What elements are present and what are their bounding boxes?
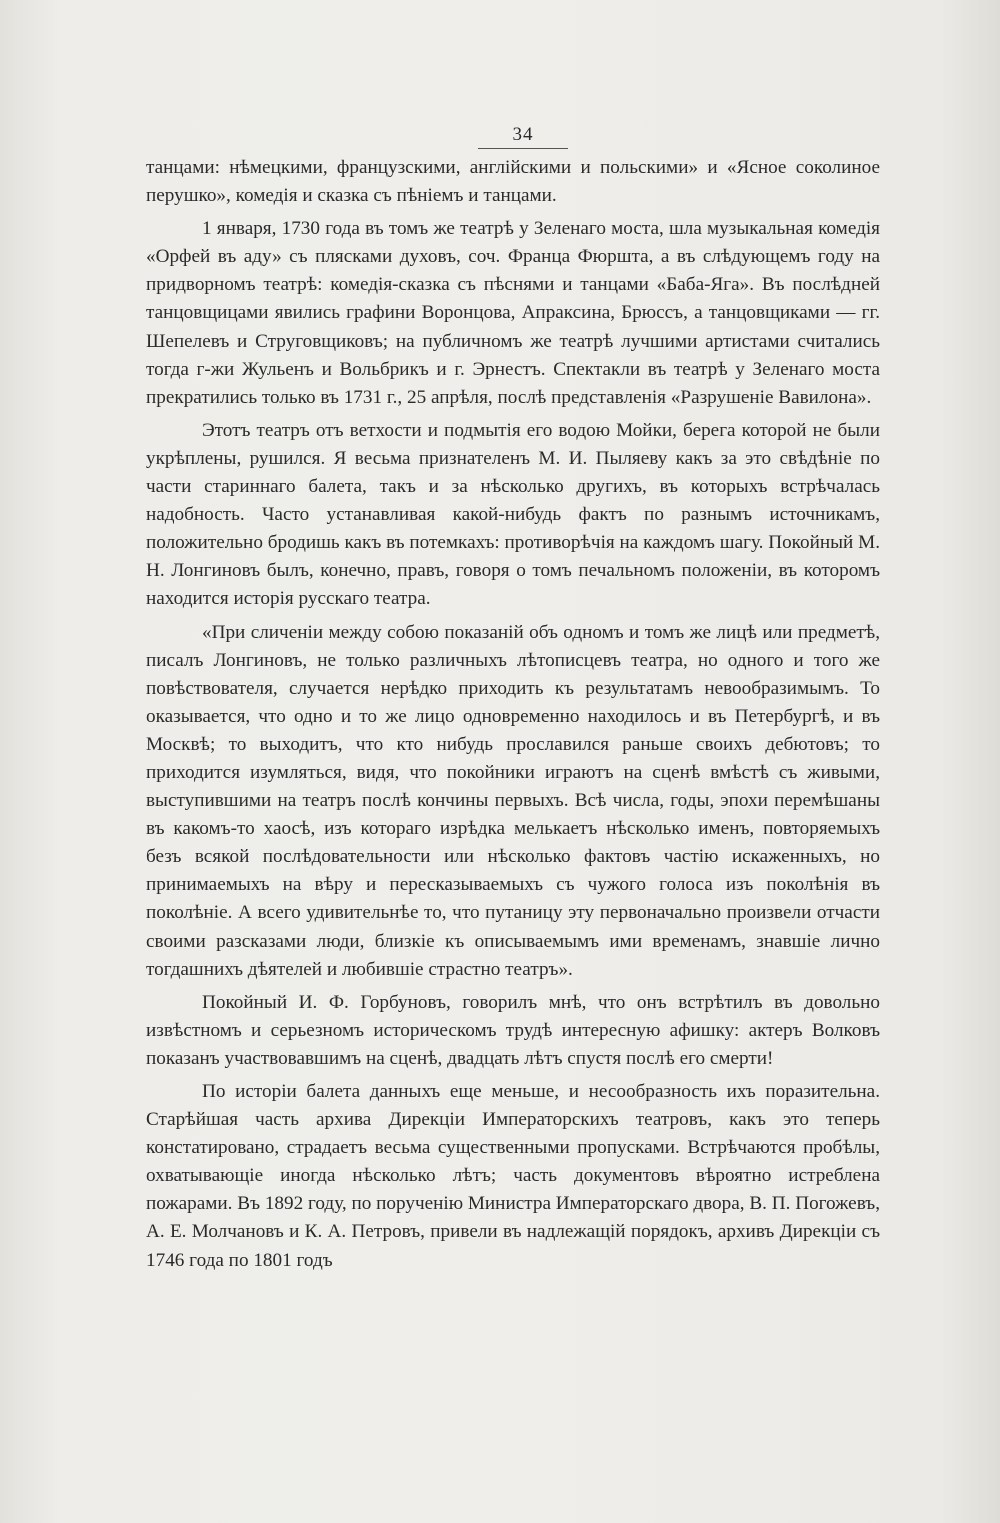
body-text	[146, 154, 880, 1280]
paragraph-continued: танцами: нѣмецкими, французскими, англійскими и польскими» и «Ясное соколиное перушко», комедія и сказка съ пѣніемъ и танцами.	[146, 157, 880, 207]
paragraph: По исторіи балета данныхъ еще меньше, и несообразность ихъ поразительна. Старѣйшая часть архива Дирекціи Императорскихъ театровъ, какъ это теперь констатировано, страдаетъ весьма существенными пропусками. Встрѣчаются пробѣлы, охватывающіе иногда нѣсколько лѣтъ; часть документовъ вѣроятно истреблена пожарами. Въ 1892 году, по порученію Министра Императорскаго двора, В. П. Погожевъ, А. Е. Молчановъ и К. А. Петровъ, привели въ надлежащій порядокъ, архивъ Дирекціи съ 1746 года по 1801 годъ	[146, 1081, 880, 1271]
paragraph-quotation: «При сличеніи между собою показаній объ одномъ и томъ же лицѣ или предметѣ, писалъ Лонгиновъ, не только различныхъ лѣтописцевъ театра, но одного и того же повѣствователя, случается нерѣдко приходить къ результатамъ невообразимымъ. То оказывается, что одно и то же лицо одновременно находилось и въ Петербургѣ, и въ Москвѣ; то выходитъ, что кто нибудь прославился раньше своихъ дебютовъ; то приходится изумляться, видя, что покойники играютъ на сценѣ вмѣстѣ съ живыми, выступившими на театръ послѣ кончины первыхъ. Всѣ числа, годы, эпохи перемѣшаны въ какомъ-то хаосѣ, изъ котораго изрѣдка мелькаетъ нѣсколько именъ, повторяемыхъ безъ всякой послѣдовательности или нѣсколько фактовъ частію искаженныхъ, но принимаемыхъ на вѣру и пересказываемыхъ съ чужого голоса изъ поколѣнія въ поколѣніе. А всего удивительнѣе то, что путаницу эту первоначально произвели отчасти своими разсказами люди, близкіе къ описываемымъ ими временамъ, знавшіе лично тогдашнихъ дѣятелей и любившіе страстно театръ».	[146, 621, 880, 980]
paragraph: 1 января, 1730 года въ томъ же театрѣ у Зеленаго моста, шла музыкальная комедія «Орфей въ аду» съ плясками духовъ, соч. Франца Фюршта, а въ слѣдующемъ году на придворномъ театрѣ: комедія-сказка съ пѣснями и танцами «Баба-Яга». Въ послѣдней танцовщицами явились графини Воронцова, Апраксина, Брюссъ, а танцовщиками — гг. Шепелевъ и Струговщиковъ; на публичномъ же театрѣ лучшими артистами считались тогда г-жи Жульенъ и Вольбрикъ и г. Эрнестъ. Спектакли въ театрѣ у Зеленаго моста прекратились только въ 1731 г., 25 апрѣля, послѣ представленія «Разрушеніе Вавилона».	[146, 218, 880, 408]
page-number: 34	[512, 124, 534, 145]
paragraph: Этотъ театръ отъ ветхости и подмытія его водою Мойки, берега которой не были укрѣплены, рушился. Я весьма признателенъ М. И. Пыляеву какъ за это свѣдѣніе по части стариннаго балета, такъ и за нѣсколько другихъ, въ которыхъ встрѣчалась надобность. Часто устанавливая какой-нибудь фактъ по разнымъ источникамъ, положительно бродишь какъ въ потемкахъ: противорѣчія на каждомъ шагу. Покойный М. Н. Лонгиновъ былъ, конечно, правъ, говоря о томъ печальномъ положеніи, въ которомъ находится исторія русскаго театра.	[146, 419, 880, 610]
page-number-rule	[478, 148, 568, 149]
page-header	[478, 124, 568, 149]
paragraph: Покойный И. Ф. Горбуновъ, говорилъ мнѣ, что онъ встрѣтилъ въ довольно извѣстномъ и серьезномъ историческомъ трудѣ интересную афишку: актеръ Волковъ показанъ участвовавшимъ на сценѣ, двадцать лѣтъ спустя послѣ его смерти!	[146, 991, 880, 1069]
